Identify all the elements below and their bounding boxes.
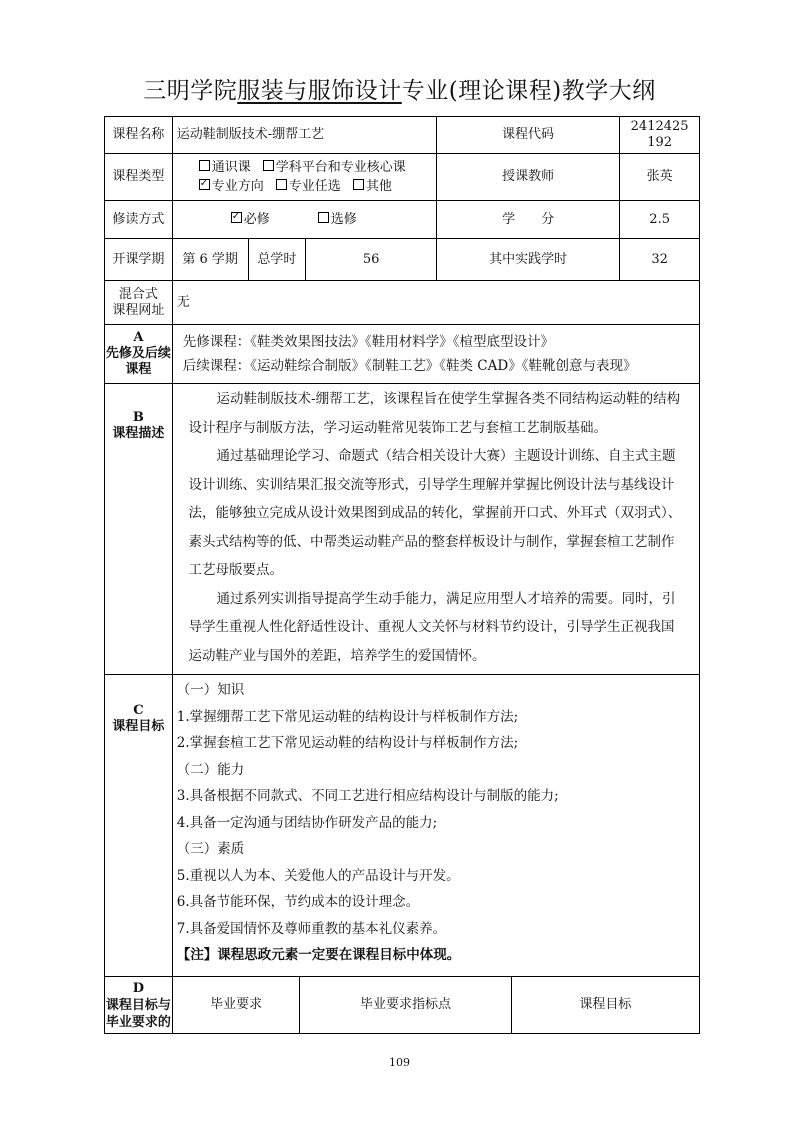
objectives-note: 【注】课程思政元素一定要在课程目标中体现。 [176,947,461,963]
section-b-label: B 课程描述 [105,384,173,674]
option-required[interactable]: ✓ 必修 [231,212,270,228]
course-code-line2: 192 [647,135,673,150]
checkbox-icon[interactable] [318,212,329,223]
checkbox-icon[interactable] [199,160,210,171]
practice-hours-label: 其中实践学时 [437,239,620,280]
option-elective[interactable]: 专业任选 [276,179,341,194]
course-code-label: 课程代码 [437,117,620,153]
teacher-value: 张英 [646,169,673,184]
row-study-mode [105,201,699,239]
option-optional[interactable]: 选修 [318,212,357,228]
study-mode-options [173,201,437,238]
row-section-d [105,977,699,1033]
option-direction[interactable]: ✓专业方向 [199,179,264,194]
course-code-value [620,117,699,153]
option-core[interactable]: 学科平台和专业核心课 [263,160,406,175]
checked-checkbox-icon[interactable] [231,212,242,223]
hours-label: 总学时 [249,239,307,280]
hours-value: 56 [306,239,437,280]
credit-value: 2.5 [649,211,670,227]
follow-up-courses: 后续课程：《运动鞋综合制版》《制鞋工艺》《鞋类 CAD》《鞋靴创意与表现》 [182,358,637,374]
study-mode-label: 修读方式 [105,201,173,238]
course-objectives: （一）知识 1.掌握绷帮工艺下常见运动鞋的结构设计与样板制作方法; 2.掌握套楦工艺下常见运动鞋的结构设计与样板制作方法; （二）能力 3.具备根据不同款式、不同工艺进行相应结构设计与制版的能力; 4.具备一定沟通与团结协作研发产品的能力; （三）素质 5.重视以人为本、关爱他人的产品设计与开发。 6.具备节能环保，节约成本的设计理念。 7.具备爱国情怀及尊师重教的基本礼仪素养。 【注】课程思政元素一定要在课程目标中体现。 [173,675,563,969]
course-name-label: 课程名称 [105,117,173,153]
section-b-content [173,384,699,674]
checkbox-icon[interactable] [263,160,274,171]
syllabus-table [104,116,700,1034]
section-a-content [173,325,699,383]
course-description: 运动鞋制版技术-绷帮工艺，该课程旨在使学生掌握各类不同结构运动鞋的结构 设计程序与制版方法，学习运动鞋常见装饰工艺与套楦工艺制版基础。 通过基础理论学习、命题式（结合相关设计大赛）主题设计训练、自主式主题 设计训练、实训结果汇报交流等形式，引导学生理解并掌握比例设计法与基线设计 法，能够独立完成从设计效果图到成品的转化，掌握前开口式、外耳式（双羽式）、 素头式结构等的低、中帮类运动鞋产品的整套样板设计与制作，掌握套楦工艺制作 工艺母版要点。 通过系列实训指导提高学生动手能力，满足应用型人才培养的需要。同时，引 导学生重视人性化舒适性设计、重视人文关怀与材料节约设计，引导学生正视我国 运动鞋产业与国外的差距，培养学生的爱国情怀。 [188,391,682,664]
course-type-options [173,154,437,200]
course-url-value: 无 [176,294,190,310]
row-term [105,239,699,281]
credit-label: 学 分 [437,201,620,238]
prerequisite-courses: 先修课程：《鞋类效果图技法》《鞋用材料学》《楦型底型设计》 [182,334,555,350]
requirement-indicator-header: 毕业要求指标点 [300,977,511,1033]
section-c-content [173,675,699,976]
page-title [0,72,799,105]
course-name-value: 运动鞋制版技术-绷帮工艺 [173,117,437,153]
course-url-label: 混合式 课程网址 [105,281,173,324]
section-d-label: D 课程目标与 毕业要求的 [105,977,173,1033]
teacher-label: 授课教师 [437,154,620,200]
title-prefix: 三明学院 [143,78,238,104]
row-course-name [105,117,699,154]
row-section-a [105,325,699,384]
row-course-url [105,281,699,325]
course-type-label: 课程类型 [105,154,173,200]
title-major: 服装与服饰设计 [237,78,402,104]
option-other[interactable]: 其他 [353,179,392,194]
practice-hours-value: 32 [651,251,668,267]
course-objective-header: 课程目标 [579,997,632,1012]
term-value: 第 6 学期 [173,239,249,280]
graduation-requirement-header: 毕业要求 [173,977,301,1033]
row-course-type [105,154,699,201]
course-code-line1: 2412425 [630,119,689,134]
row-section-b [105,384,699,675]
section-c-label: C 课程目标 [105,675,173,976]
checked-checkbox-icon[interactable] [199,179,210,190]
section-a-label: A 先修及后续 课程 [105,325,173,383]
checkbox-icon[interactable] [353,179,364,190]
option-general[interactable]: 通识课 [199,160,251,175]
checkbox-icon[interactable] [276,179,287,190]
page-number: 109 [389,1056,410,1069]
title-suffix: 专业(理论课程)教学大纲 [401,78,656,104]
term-label: 开课学期 [105,239,173,280]
row-section-c [105,675,699,977]
